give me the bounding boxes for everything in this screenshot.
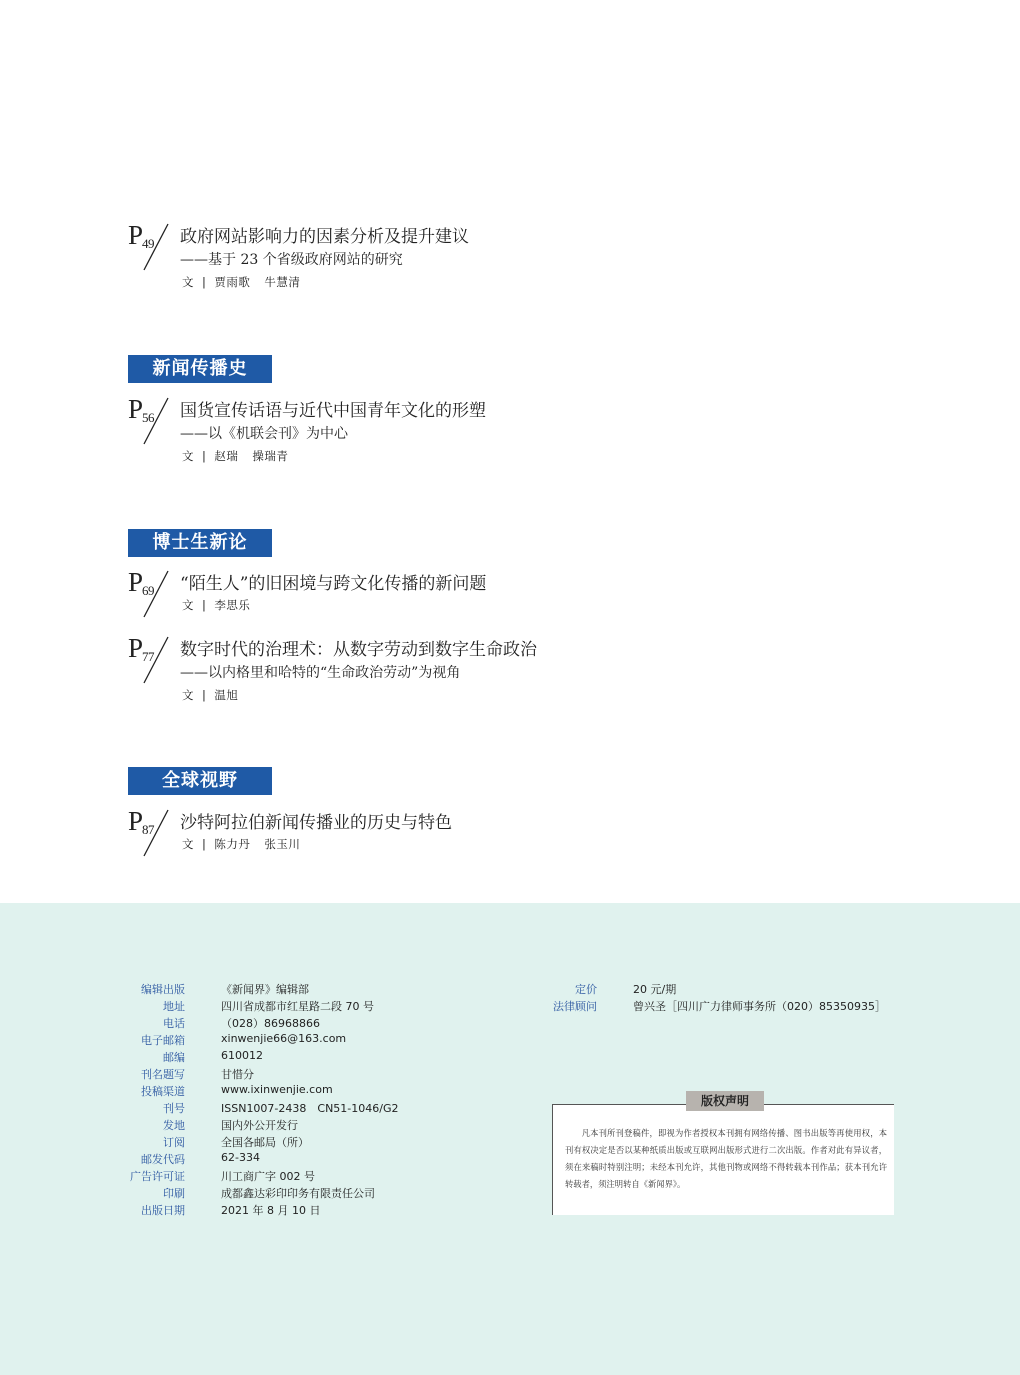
info-row-phone (75, 1015, 475, 1032)
article-subtitle: ——以《机联会刊》为中心 (180, 426, 348, 442)
page-number-marker (128, 569, 180, 625)
publication-info-right (487, 981, 907, 1015)
info-label: 刊名题写 (141, 1068, 185, 1081)
email-link[interactable]: xinwenjie66@163.com (221, 1032, 347, 1045)
info-value: 《新闻界》编辑部 (221, 983, 309, 996)
info-label: 编辑出版 (141, 983, 185, 996)
author-name: 温旭 (214, 688, 239, 702)
info-label: 投稿渠道 (141, 1085, 185, 1098)
author-prefix: 文 (182, 688, 194, 702)
toc-entry[interactable] (128, 635, 728, 705)
copyright-text: 凡本刊所刊登稿件，即视为作者授权本刊拥有网络传播、图书出版等再使用权，本刊有权决定是否以某种纸质出版或互联网出版形式进行二次出版。作者对此有异议者，须在来稿时特别注明；未经本刊允许，其他刊物或网络不得转载本刊作品；获本刊允许转载者，须注明转自《新闻界》。 (565, 1128, 887, 1189)
info-label: 出版日期 (141, 1204, 185, 1217)
slash-divider-icon (128, 396, 180, 452)
article-authors: 文 | 李思乐 (182, 598, 251, 612)
page-prefix: P (128, 567, 144, 597)
info-row-submission (75, 1083, 475, 1100)
article-authors: 文 | 赵瑞 操瑞青 (182, 449, 289, 463)
info-label: 发地 (163, 1119, 185, 1132)
toc-entry[interactable] (128, 808, 728, 878)
author-name: 张玉川 (264, 837, 301, 851)
section-header-phd: 博士生新论 (128, 529, 272, 557)
page-number-marker (128, 222, 180, 278)
page-number-marker (128, 808, 180, 864)
toc-entry[interactable] (128, 222, 728, 292)
info-row-ad-license (75, 1168, 475, 1185)
info-value: 610012 (221, 1049, 263, 1062)
info-label: 邮编 (163, 1051, 185, 1064)
info-row-postcode (75, 1049, 475, 1066)
info-label: 刊号 (163, 1102, 185, 1115)
info-row-subscription (75, 1134, 475, 1151)
copyright-title: 版权声明 (686, 1091, 764, 1111)
info-row-address (75, 998, 475, 1015)
article-title[interactable]: “陌生人”的旧困境与跨文化传播的新问题 (180, 574, 487, 594)
info-label: 广告许可证 (130, 1170, 185, 1183)
page-number: 87 (142, 822, 154, 837)
author-name: 贾雨歌 (214, 275, 251, 289)
article-authors: 文 | 温旭 (182, 688, 239, 702)
info-row-issn (75, 1100, 475, 1117)
toc-entry[interactable] (128, 396, 728, 466)
page-number-marker (128, 635, 180, 691)
info-value: 曾兴圣［四川广力律师事务所（020）85350935］ (633, 1000, 886, 1013)
info-row-calligraphy (75, 1066, 475, 1083)
article-title[interactable]: 数字时代的治理术：从数字劳动到数字生命政治 (180, 640, 537, 660)
info-row-legal (487, 998, 907, 1015)
info-label: 订阅 (163, 1136, 185, 1149)
article-subtitle: ——以内格里和哈特的“生命政治劳动”为视角 (180, 665, 461, 681)
author-prefix: 文 (182, 837, 194, 851)
info-value: 国内外公开发行 (221, 1119, 298, 1132)
info-value: 成都鑫达彩印印务有限责任公司 (221, 1187, 375, 1200)
info-label: 电话 (163, 1017, 185, 1030)
author-prefix: 文 (182, 275, 194, 289)
info-label: 电子邮箱 (141, 1034, 185, 1047)
author-name: 陈力丹 (214, 837, 251, 851)
toc-entry[interactable] (128, 569, 728, 639)
info-row-postal-code (75, 1151, 475, 1168)
author-name: 牛慧清 (264, 275, 301, 289)
info-value: ISSN1007-2438 CN51-1046/G2 (221, 1102, 399, 1115)
page-prefix: P (128, 806, 144, 836)
publication-info-left (75, 981, 475, 1219)
slash-divider-icon (128, 569, 180, 625)
slash-divider-icon (128, 222, 180, 278)
info-label: 印刷 (163, 1187, 185, 1200)
info-row-editor (75, 981, 475, 998)
copyright-notice (552, 1094, 894, 1215)
info-value: 62-334 (221, 1151, 260, 1164)
page-number: 49 (142, 236, 154, 251)
article-title[interactable]: 国货宣传话语与近代中国青年文化的形塑 (180, 401, 486, 421)
article-title[interactable]: 沙特阿拉伯新闻传播业的历史与特色 (180, 813, 452, 833)
info-label: 定价 (575, 983, 597, 996)
info-value: 2021 年 8 月 10 日 (221, 1204, 321, 1217)
page-number-marker (128, 396, 180, 452)
article-title[interactable]: 政府网站影响力的因素分析及提升建议 (180, 227, 469, 247)
slash-divider-icon (128, 635, 180, 691)
info-value: 川工商广字 002 号 (221, 1170, 315, 1183)
info-value: 20 元/期 (633, 983, 677, 996)
section-header-history: 新闻传播史 (128, 355, 272, 383)
page-number: 69 (142, 583, 154, 598)
article-authors: 文 | 贾雨歌 牛慧清 (182, 275, 301, 289)
article-authors: 文 | 陈力丹 张玉川 (182, 837, 301, 851)
page-prefix: P (128, 220, 144, 250)
section-header-global: 全球视野 (128, 767, 272, 795)
info-row-email (75, 1032, 475, 1049)
info-value: 全国各邮局（所） (221, 1136, 309, 1149)
info-value: 四川省成都市红星路二段 70 号 (221, 1000, 374, 1013)
info-label: 地址 (163, 1000, 185, 1013)
page-prefix: P (128, 633, 144, 663)
info-label: 法律顾问 (553, 1000, 597, 1013)
info-value: （028）86968866 (221, 1017, 320, 1030)
info-label: 邮发代码 (141, 1153, 185, 1166)
page-number: 77 (142, 649, 154, 664)
info-row-distribution (75, 1117, 475, 1134)
page-number: 56 (142, 410, 154, 425)
author-name: 李思乐 (214, 598, 251, 612)
article-subtitle: ——基于 23 个省级政府网站的研究 (180, 252, 403, 268)
info-value: 甘惜分 (221, 1068, 254, 1081)
website-link[interactable]: www.ixinwenjie.com (221, 1083, 333, 1096)
info-row-printer (75, 1185, 475, 1202)
info-row-date (75, 1202, 475, 1219)
author-name: 操瑞青 (252, 449, 289, 463)
author-prefix: 文 (182, 598, 194, 612)
author-name: 赵瑞 (214, 449, 239, 463)
info-row-price (487, 981, 907, 998)
slash-divider-icon (128, 808, 180, 864)
author-prefix: 文 (182, 449, 194, 463)
page-prefix: P (128, 394, 144, 424)
